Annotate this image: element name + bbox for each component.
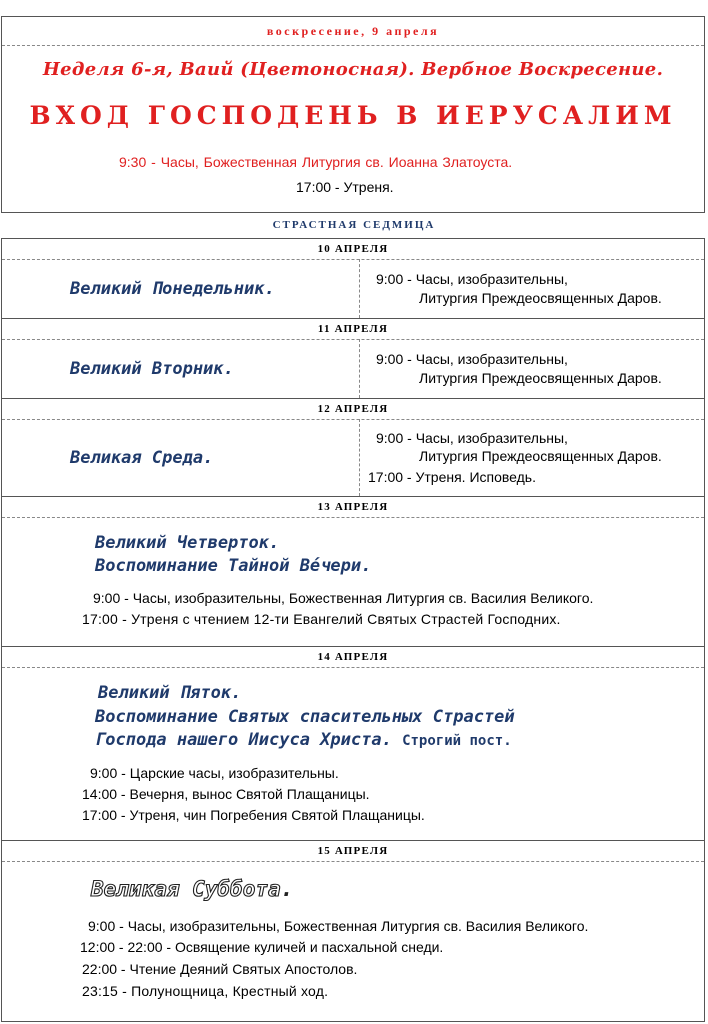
schedule-time: 22:00 - [82, 961, 126, 977]
schedule-text: Часы, Божественная Литургия св. Иоанна Златоуста. [160, 154, 513, 170]
schedule-text: Часы, изобразительны, [415, 430, 568, 446]
schedule-text: Утреня. [343, 179, 394, 195]
date-header-text: воскресение, 9 апреля [266, 24, 440, 38]
day-date-header [2, 841, 704, 862]
schedule-time: 14:00 - [82, 786, 126, 802]
day-date-header [2, 497, 704, 518]
palm-sunday-date-header [2, 17, 704, 46]
day-monday [1, 238, 705, 319]
schedule-time: 17:00 - [296, 179, 340, 195]
schedule-time: 9:00 - [376, 351, 412, 367]
schedule-time: 9:00 - [376, 430, 412, 446]
day-name-line [95, 730, 512, 750]
column-divider [359, 419, 360, 496]
day-date-header [2, 399, 704, 420]
day-date: 14 АПРЕЛЯ [317, 651, 389, 663]
schedule-time: 9:00 - [376, 271, 412, 287]
schedule-row [82, 786, 370, 802]
schedule-time: 9:30 - [119, 154, 156, 170]
day-saturday [1, 840, 705, 1022]
day-friday [1, 646, 705, 841]
schedule-time: 9:00 - [88, 918, 124, 934]
schedule-row [119, 154, 512, 170]
schedule-text: Царские часы, изобразительны. [129, 765, 339, 781]
day-name-line: Великий Четверток. [95, 533, 280, 553]
schedule-row [368, 469, 536, 485]
palm-sunday-section [1, 16, 705, 213]
day-wednesday [1, 398, 705, 497]
day-date: 11 АПРЕЛЯ [317, 323, 389, 335]
schedule-time: 17:00 - [82, 611, 127, 627]
day-thursday [1, 496, 705, 647]
day-name [91, 877, 293, 901]
day-name-text: Великая Суббота [91, 877, 281, 901]
day-name-line: Воспоминание Тайной Вéчери. [95, 556, 372, 576]
schedule-text: Часы, изобразительны, Божественная Литургия св. Василия Великого. [127, 918, 589, 934]
schedule-row [296, 179, 394, 195]
schedule-text: Часы, изобразительны, Божественная Литургия св. Василия Великого. [132, 590, 594, 606]
schedule-row [90, 765, 339, 781]
schedule-time: 9:00 - [93, 590, 129, 606]
day-date: 13 АПРЕЛЯ [317, 501, 389, 513]
day-name-text: Господа нашего Иисуса Христа. [95, 730, 392, 750]
schedule-time: 12:00 - 22:00 - [80, 939, 172, 955]
day-date-header [2, 239, 704, 260]
holy-week-title: СТРАСТНАЯ СЕДМИЦА [272, 219, 436, 231]
schedule-time: 17:00 - [368, 469, 412, 485]
schedule-row [82, 961, 357, 977]
day-name: Великий Понедельник. [70, 279, 275, 299]
schedule-row [376, 271, 568, 287]
schedule-row [88, 918, 588, 934]
schedule-time: 9:00 - [90, 765, 126, 781]
schedule-time: 17:00 - [82, 807, 126, 823]
day-date-header [2, 647, 704, 668]
schedule-text: Чтение Деяний Святых Апостолов. [129, 961, 358, 977]
schedule-continuation: Литургия Преждеосвященных Даров. [419, 370, 662, 386]
schedule-continuation: Литургия Преждеосвященных Даров. [419, 448, 662, 464]
day-name-line: Великий Пяток. [98, 683, 242, 703]
day-date: 10 АПРЕЛЯ [317, 243, 389, 255]
day-date: 15 АПРЕЛЯ [317, 845, 389, 857]
feast-title: ВХОД ГОСПОДЕНЬ В ИЕРУСАЛИМ [29, 101, 677, 130]
schedule-row [82, 983, 328, 999]
day-date-header [2, 319, 704, 340]
schedule-text: Вечерня, вынос Святой Плащаницы. [129, 786, 370, 802]
schedule-row [82, 611, 561, 627]
schedule-row [376, 351, 568, 367]
schedule-text: Освящение куличей и пасхальной снеди. [174, 939, 444, 955]
fast-note: Строгий пост. [402, 733, 512, 749]
schedule-text: Утреня, чин Погребения Святой Плащаницы. [129, 807, 425, 823]
day-name-line: Воспоминание Святых спасительных Страстей [95, 707, 515, 727]
schedule-text: Полунощница, Крестный ход. [131, 983, 329, 999]
day-tuesday [1, 318, 705, 399]
schedule-text: Часы, изобразительны, [415, 271, 568, 287]
schedule-time: 23:15 - [82, 983, 127, 999]
day-name: Великая Среда. [70, 448, 214, 468]
week-title: Неделя 6-я, Ваий (Цветоносная). Вербное Воскресение. [42, 59, 664, 80]
schedule-row [376, 430, 568, 446]
schedule-text: Утреня с чтением 12-ти Евангелий Святых Страстей Господних. [131, 611, 561, 627]
schedule-row [80, 939, 443, 955]
day-name: Великий Вторник. [70, 359, 234, 379]
schedule-row [82, 807, 425, 823]
schedule-row [93, 590, 593, 606]
day-date: 12 АПРЕЛЯ [317, 403, 389, 415]
schedule-text: Часы, изобразительны, [415, 351, 568, 367]
day-name-dot: . [280, 877, 294, 901]
column-divider [359, 339, 360, 398]
column-divider [359, 259, 360, 318]
schedule-continuation: Литургия Преждеосвященных Даров. [419, 290, 662, 306]
schedule-text: Утреня. Исповедь. [415, 469, 536, 485]
